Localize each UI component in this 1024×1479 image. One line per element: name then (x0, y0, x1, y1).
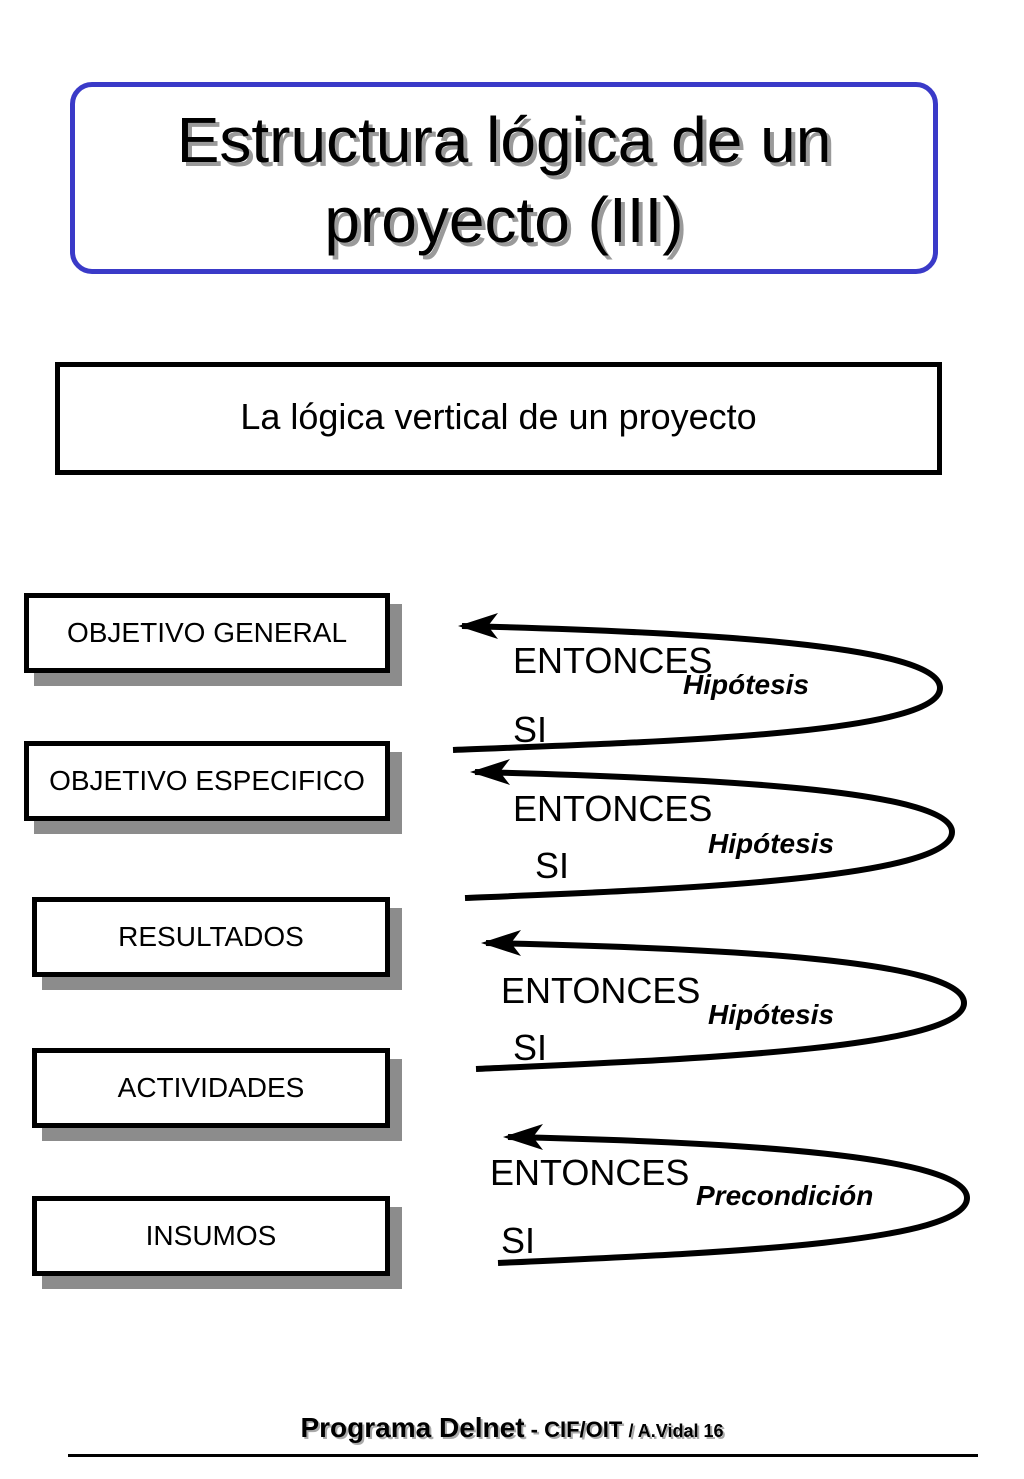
level-box-label: INSUMOS (32, 1196, 390, 1276)
si-label: SI (513, 709, 548, 750)
level-box-label: ACTIVIDADES (32, 1048, 390, 1128)
level-box-label: OBJETIVO ESPECIFICO (24, 741, 390, 821)
footer-divider (68, 1454, 978, 1457)
footer-org: - CIF/OIT (524, 1417, 629, 1442)
level-box-label: OBJETIVO GENERAL (24, 593, 390, 673)
entonces-label: ENTONCES (513, 788, 713, 829)
level-box-label: RESULTADOS (32, 897, 390, 977)
footer-program: Programa Delnet (300, 1412, 525, 1443)
hipotesis-label: Hipótesis (708, 828, 835, 859)
entonces-label: ENTONCES (501, 970, 701, 1011)
subtitle: La lógica vertical de un proyecto (240, 396, 757, 437)
si-label: SI (513, 1027, 548, 1068)
title-line-2: proyecto (III) (324, 184, 684, 256)
si-label: SI (535, 845, 570, 886)
hipotesis-label: Hipótesis (683, 669, 810, 700)
entonces-label: ENTONCES (513, 640, 713, 681)
footer-author: / A.Vidal 16 (628, 1421, 724, 1441)
entonces-label: ENTONCES (490, 1152, 690, 1193)
hipotesis-label: Hipótesis (708, 999, 835, 1030)
si-label: SI (501, 1220, 536, 1261)
precondicion-label: Precondición (696, 1180, 874, 1211)
footer (0, 1412, 1024, 1444)
title-line-1: Estructura lógica de un (176, 104, 832, 176)
